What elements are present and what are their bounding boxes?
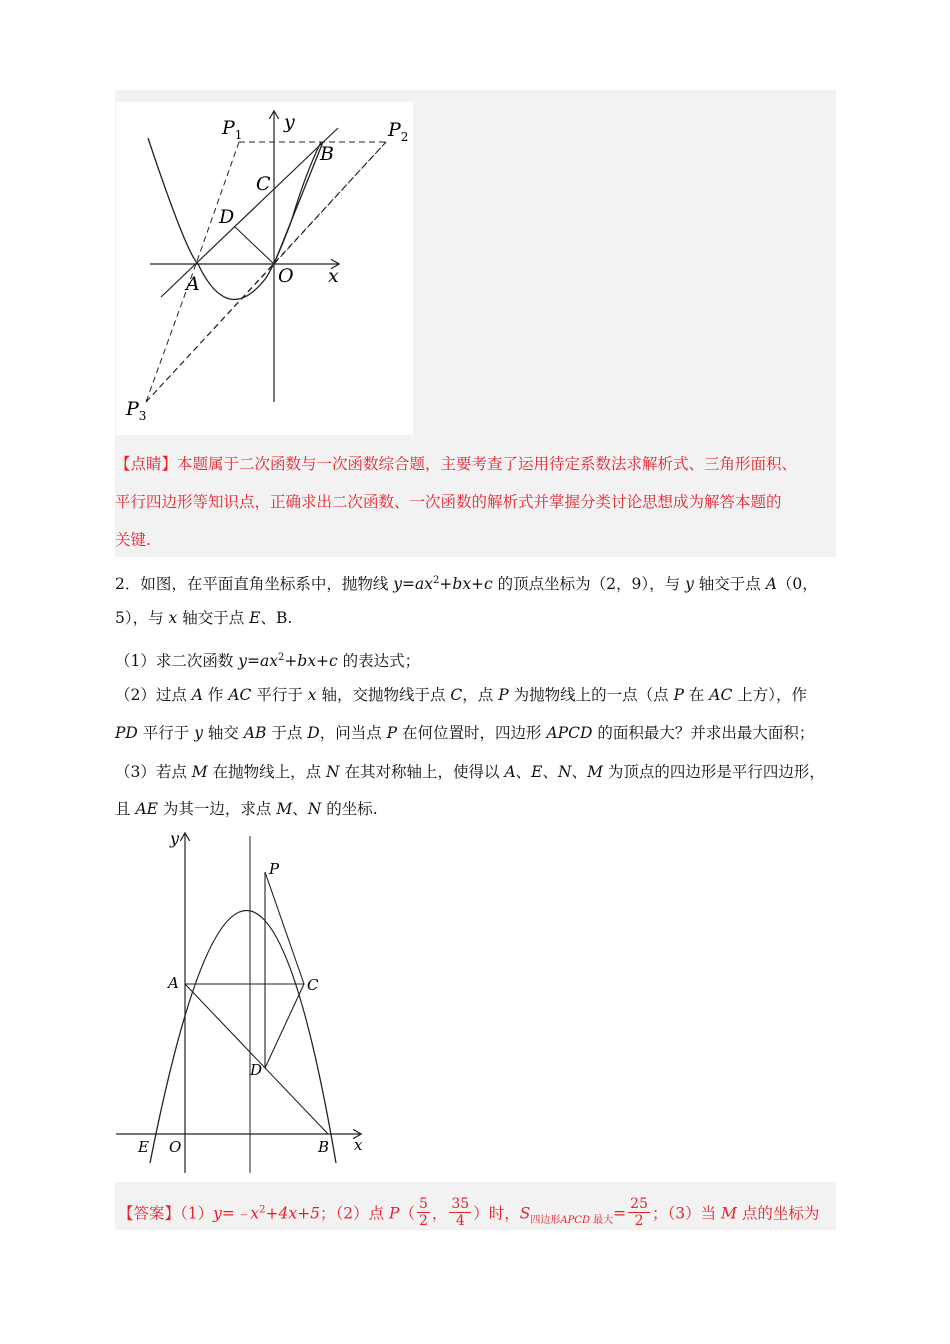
label-y: y bbox=[170, 829, 180, 848]
label-d: D bbox=[219, 206, 235, 228]
line-ab bbox=[161, 128, 338, 297]
answer-text: 【答案】$(1)y=﹣x^2+4x+5$；（2）点 P（ $\frac{5}{2}$ ， $\frac{35}{4}$ ）时，$S_{四边形APCD}$ $_{最大}$= $\frac{25}{2}$ ；（3）当 M 点的坐标为 bbox=[118, 1196, 820, 1229]
question-part-2-line-2: PD 平行于 y 轴交 AB 于点 D，问当点 P 在何位置时，四边形 APCD 的面积最大？并求出最大面积； bbox=[115, 724, 815, 742]
label-c: C bbox=[307, 976, 319, 994]
label-a: A bbox=[186, 273, 200, 295]
label-o: O bbox=[169, 1138, 182, 1156]
parabola bbox=[148, 138, 321, 299]
label-p1: $P_1$ bbox=[222, 117, 243, 142]
figure-2 bbox=[112, 828, 370, 1178]
label-a: A bbox=[168, 974, 179, 992]
label-y: y bbox=[284, 111, 295, 133]
label-b: B bbox=[318, 1138, 330, 1156]
remark-line-2: 平行四边形等知识点，正确求出二次函数、一次函数的解析式并掌握分类讨论思想成为解答本题的 bbox=[115, 493, 782, 511]
question-line-2: 5），与 x 轴交于点 E、B. bbox=[115, 609, 293, 627]
remark-text bbox=[115, 445, 836, 559]
remark-line-3: 关键. bbox=[115, 531, 151, 549]
fraction-35-4: $\frac{35}{4}$ bbox=[451, 1196, 470, 1229]
label-x: x bbox=[354, 1136, 363, 1154]
fraction-5-2: $\frac{5}{2}$ bbox=[418, 1196, 428, 1229]
label-e: E bbox=[138, 1138, 149, 1156]
question-part-2-line-1: （2）过点 A 作 AC 平行于 x 轴，交抛物线于点 C，点 P 为抛物线上的一点（点 P 在 AC 上方），作 bbox=[115, 686, 808, 704]
figure-1-drawing bbox=[116, 102, 413, 435]
question-line-1: 2．如图，在平面直角坐标系中，抛物线 $y=ax^2+bx+c$ 的顶点坐标为（2，9），与 y 轴交于点 A（0， bbox=[115, 575, 818, 594]
question-part-1: （1）求二次函数 $y=ax^2+bx+c$ 的表达式； bbox=[115, 652, 421, 671]
label-b: B bbox=[320, 143, 334, 165]
label-p2: $P_2$ bbox=[388, 119, 409, 144]
dash-p1-o bbox=[196, 142, 239, 264]
question-part-3-line-1: （3）若点 M 在抛物线上，点 N 在其对称轴上，使得以 A、E、N、M 为顶点的四边形是平行四边形， bbox=[115, 763, 825, 781]
remark-line-1: 【点睛】本题属于二次函数与一次函数综合题，主要考查了运用待定系数法求解析式、三角形面积、 bbox=[115, 455, 798, 473]
label-p3: $P_3$ bbox=[126, 398, 147, 423]
label-d: D bbox=[250, 1061, 263, 1079]
fraction-25-2: $\frac{25}{2}$ bbox=[630, 1196, 648, 1229]
label-c: C bbox=[256, 173, 271, 195]
label-o: O bbox=[278, 265, 294, 287]
label-p: P bbox=[269, 860, 280, 878]
line-cd bbox=[234, 226, 274, 264]
figure-2-drawing bbox=[112, 828, 370, 1178]
question-part-3-line-2: 且 AE 为其一边，求点 M、N 的坐标. bbox=[115, 800, 378, 818]
segment-ab bbox=[185, 984, 328, 1134]
line-ob bbox=[274, 142, 323, 264]
figure-1 bbox=[116, 102, 413, 435]
segment-dc bbox=[265, 984, 304, 1068]
label-x: x bbox=[328, 265, 339, 287]
parabola bbox=[150, 911, 336, 1164]
